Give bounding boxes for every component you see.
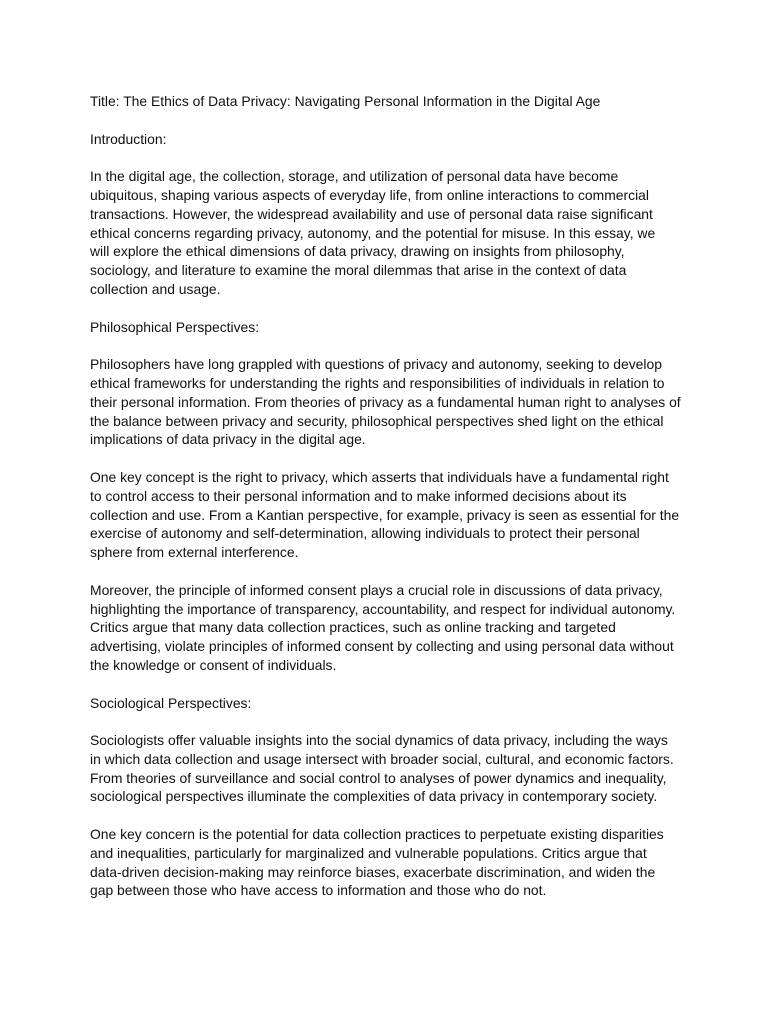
philosophical-heading: Philosophical Perspectives: xyxy=(90,318,260,335)
sociological-paragraph-1 xyxy=(90,731,688,806)
paragraph-gap xyxy=(90,111,688,130)
text-line: collection and use. From a Kantian perspective, for example, privacy is seen as essential for the xyxy=(90,506,680,523)
paragraph-gap xyxy=(90,148,688,167)
introduction-paragraph xyxy=(90,167,688,299)
text-line: ethical frameworks for understanding the rights and responsibilities of individuals in relation to xyxy=(90,374,665,391)
document-title: Title: The Ethics of Data Privacy: Navigating Personal Information in the Digital Age xyxy=(90,93,601,109)
text-line: data-driven decision-making may reinforce biases, exacerbate discrimination, and widen the xyxy=(90,863,656,880)
text-line: ethical concerns regarding privacy, autonomy, and the potential for misuse. In this essay, we xyxy=(90,224,656,241)
sociological-paragraph-2 xyxy=(90,825,688,900)
text-line: advertising, violate principles of informed consent by collecting and using personal data without xyxy=(90,638,674,655)
paragraph-gap xyxy=(90,675,688,694)
text-line: One key concern is the potential for data collection practices to perpetuate existing disparities xyxy=(90,826,664,843)
philosophical-paragraph-3 xyxy=(90,581,688,675)
sociological-heading: Sociological Perspectives: xyxy=(90,694,252,711)
text-line: will explore the ethical dimensions of data privacy, drawing on insights from philosophy, xyxy=(90,243,625,260)
text-line: their personal information. From theories of privacy as a fundamental human right to analyses of xyxy=(90,393,681,410)
text-line: ubiquitous, shaping various aspects of everyday life, from online interactions to commercial xyxy=(90,186,649,203)
text-line: and inequalities, particularly for marginalized and vulnerable populations. Critics argue that xyxy=(90,844,647,861)
text-line: highlighting the importance of transparency, accountability, and respect for individual autonomy. xyxy=(90,600,676,617)
text-line: sociological perspectives illuminate the complexities of data privacy in contemporary society. xyxy=(90,788,658,805)
text-line: Philosophers have long grappled with questions of privacy and autonomy, seeking to develop xyxy=(90,356,662,373)
introduction-heading: Introduction: xyxy=(90,130,167,147)
paragraph-gap xyxy=(90,712,688,731)
text-line: the knowledge or consent of individuals. xyxy=(90,656,337,673)
text-line: sociology, and literature to examine the moral dilemmas that arise in the context of data xyxy=(90,262,627,279)
text-line: collection and usage. xyxy=(90,280,221,297)
text-line: In the digital age, the collection, storage, and utilization of personal data have become xyxy=(90,168,619,185)
text-line: exercise of autonomy and self-determination, allowing individuals to protect their personal xyxy=(90,525,640,542)
text-line: in which data collection and usage intersect with broader social, cultural, and economic factors. xyxy=(90,750,674,767)
text-line: gap between those who have access to information and those who do not. xyxy=(90,882,547,899)
paragraph-gap xyxy=(90,336,688,355)
text-line: Sociologists offer valuable insights into the social dynamics of data privacy, including the ways xyxy=(90,732,668,749)
text-line: to control access to their personal information and to make informed decisions about its xyxy=(90,487,627,504)
paragraph-gap xyxy=(90,449,688,468)
text-line: sphere from external interference. xyxy=(90,544,299,561)
text-line: transactions. However, the widespread availability and use of personal data raise significant xyxy=(90,205,653,222)
philosophical-paragraph-1 xyxy=(90,355,688,449)
text-line: One key concept is the right to privacy, which asserts that individuals have a fundamental right xyxy=(90,468,669,485)
philosophical-paragraph-2 xyxy=(90,468,688,562)
text-line: From theories of surveillance and social control to analyses of power dynamics and inequality, xyxy=(90,769,667,786)
text-line: implications of data privacy in the digital age. xyxy=(90,431,366,448)
text-line: the balance between privacy and security, philosophical perspectives shed light on the ethical xyxy=(90,412,664,429)
paragraph-gap xyxy=(90,806,688,825)
text-line: Critics argue that many data collection practices, such as online tracking and targeted xyxy=(90,619,616,636)
text-line: Moreover, the principle of informed consent plays a crucial role in discussions of data privacy, xyxy=(90,581,663,598)
paragraph-gap xyxy=(90,562,688,581)
paragraph-gap xyxy=(90,299,688,318)
